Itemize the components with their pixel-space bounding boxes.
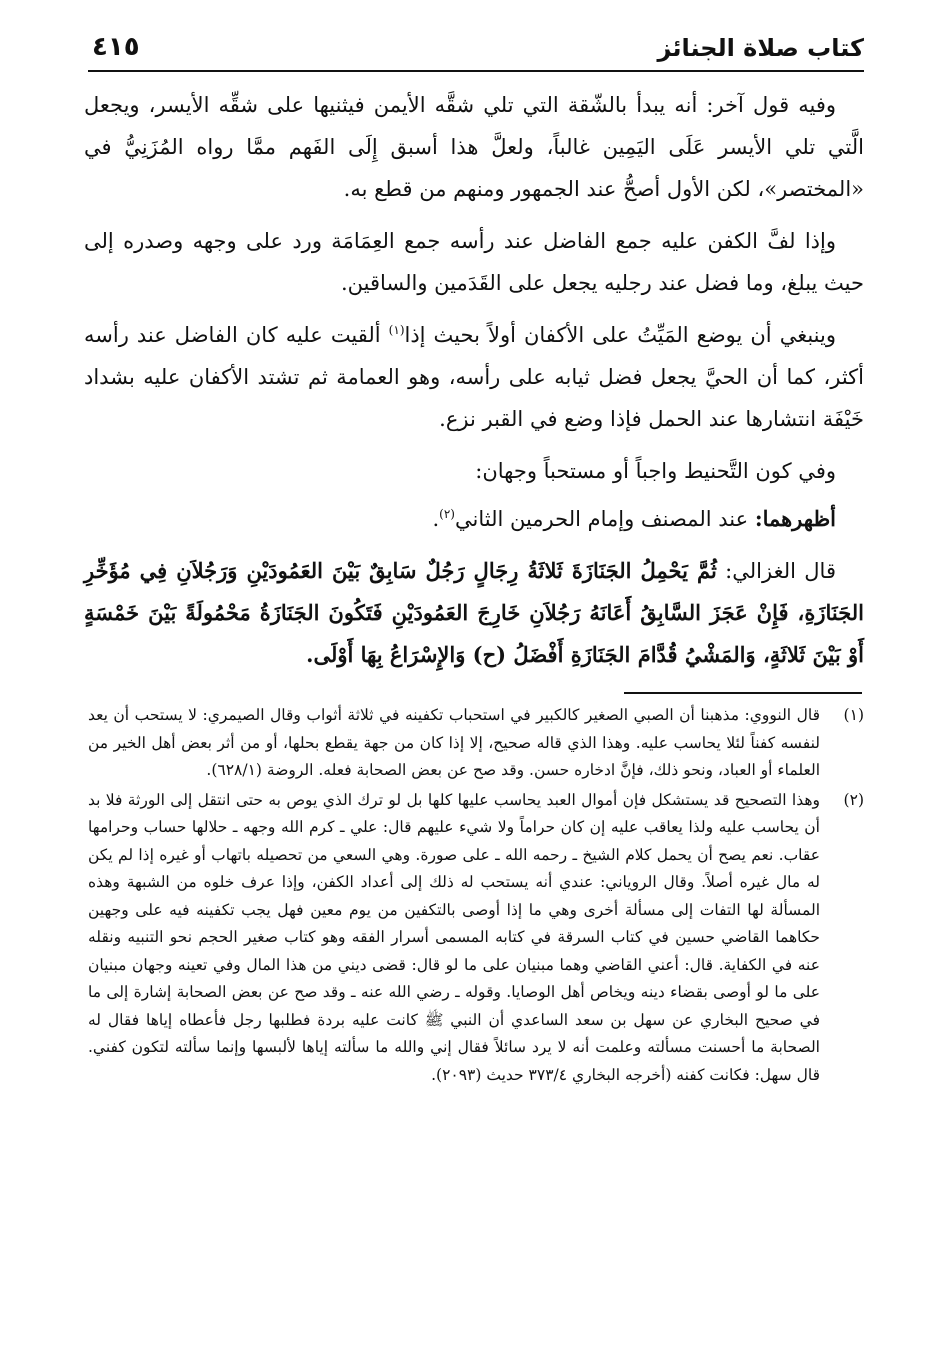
footnote-number: (١) [843, 706, 864, 724]
footnotes [88, 702, 864, 1091]
paragraph [84, 314, 864, 440]
quoted-paragraph [84, 550, 864, 676]
chapter-title: كتاب صلاة الجنائز [657, 34, 864, 62]
quote-prefix: قال الغزالي: [716, 559, 836, 583]
page-header [88, 30, 864, 72]
lead-term: أظهرهما: [754, 506, 836, 531]
footnote [88, 787, 864, 1090]
paragraph: وفي كون التَّحنيط واجباً أو مستحباً وجهان: [475, 459, 836, 483]
paragraph-text: عند المصنف وإمام الحرمين الثاني [454, 507, 755, 531]
footnote-text: وهذا التصحيح قد يستشكل فإن أموال العبد يحاسب عليها كلها بل لو ترك الذي يوص به حتى انتقل إلى الورثة فلا بد أن يحاسب عليه ولذا يعاقب عليه إن كان حراماً ولا شيء عليهم قال: علي ـ كرم الله وجهه ـ حلالها حساب وحرامها عقاب. نعم يصح أن يحمل كلام الشيخ ـ رحمه الله ـ على صورة. وهي السعي من تحصيله باتهاب أو غيره إذا لم يكن له مال غيره أصلاً. وقال الروياني: عندي أنه يستحب له ذلك إلى أعداد الكفن، وإذا عرف خلوه من الشبهة وهذه المسألة لها التفات إلى مسألة أخرى وهي ما إذا أوصى بالتكفين من يوم معين فهل يجب تكفينه فيه على وجهين حكاهما القاضي حسين في كتاب السرقة في كتابه المسمى أسرار الفقه وهو كتاب صغير الحجم نحو التنبيه ونقله عنه في الكفاية. قال: أعني القاضي وهما مبنيان على ما لو قال: قضى ديني من هذا المال وفي تعينه وجهان مبنيان على ما لو أوصى بقضاء دينه ويخاص أهل الوصايا. وقوله ـ رضي الله عنه ـ وقد صح عن بعض الصحابة إشارة إلى ما في صحيح البخاري عن سهل بن سعد الساعدي أن النبي ﷺ كانت عليه بردة فطلبها رجل فأعطاه إياها فقال له الصحابة ما أحسنت مسألته وعلمت أنه لا يرد سائلاً فقال إني والله ما سألته إياها لألبسها وإنما سألته لتكون كفني. قال سهل: فكانت كفنه (أخرجه البخاري ٣٧٣/٤ حديث (٢٠٩٣). [88, 790, 820, 1084]
main-text [84, 84, 864, 686]
paragraph: وإذا لفَّ الكفن عليه جمع الفاضل عند رأسه جمع العِمَامَة ورد على وجهه وصدره إلى حيث يبلغ، وما فضل عند رجليه يجعل على القَدَمين والساقين. [84, 229, 864, 295]
footnote-number: (٢) [843, 790, 864, 809]
paragraph-text: ألقيت عليه كان الفاضل عند رأسه أكثر، كما أن الحيَّ يجعل فضل ثيابه على رأسه، وهو العمامة ثم تشتد الأكفان عليه بشداد خَيْفَة انتشارها عند الحمل فإذا وضع في القبر نزع. [84, 323, 864, 431]
paragraph: وفيه قول آخر: أنه يبدأ بالشّقة التي تلي شقَّه الأيمن فيثنيها على شقِّه الأيسر، ويجعل الَّتي تلي الأيسر عَلَى اليَمِين غالباً، ولعلَّ هذا أسبق إِلَى الفَهم ممَّا رواه المُزَنِيُّ في «المختصر»، لكن الأول أصحُّ عند الجمهور ومنهم من قطع به. [84, 93, 864, 201]
quoted-text: ثُمَّ يَحْمِلُ الجَنَازَةَ ثَلاثَةُ رِجَالٍ رَجُلٌ سَابِقٌ بَيْنَ العَمُودَيْنِ وَرَجُلاَنِ فِي مُؤَخِّرِ الجَنَازَةِ، فَإِنْ عَجَزَ السَّابِقُ أَعَانَهُ رَجُلاَنِ خَارِجَ العَمُودَيْنِ فَتَكُونَ الجَنَازَةُ مَحْمُولَةً بَيْنَ خَمْسَةٍ أَوْ بَيْنَ ثَلاثَةٍ، وَالمَشْيُ قُدَّامَ الجَنَازَةِ أَفْضَلُ (ح) وَالإِسْرَاعُ بِهَا أَوْلَى. [84, 558, 864, 667]
footnote [88, 702, 864, 785]
paragraph [84, 498, 864, 540]
footnote-ref[interactable]: (٢) [439, 507, 455, 521]
footnote-text: قال النووي: مذهبنا أن الصبي الصغير كالكبير في استحباب تكفينه في ثلاثة أثواب وقال الصيمري: لا يستحب أن يعد لنفسه كفناً لئلا يحاسب عليه. وهذا الذي قاله صحيح، إلا إذا كان من جهة يقطع بحلها، أو من أثر بعض أهل الخير من العلماء أو العباد، ونحو ذلك، فإنَّ ادخاره حسن. وقد صح عن بعض الصحابة فعله. الروضة (٦٢٨/١). [88, 706, 820, 779]
footnote-separator [624, 692, 862, 694]
paragraph-text: وينبغي أن يوضع المَيِّتُ على الأكفان أولاً بحيث إذا [404, 323, 836, 347]
paragraph-text: . [432, 507, 440, 531]
page-number: ٤١٥ [92, 32, 140, 62]
footnote-ref[interactable]: (١) [388, 323, 405, 337]
